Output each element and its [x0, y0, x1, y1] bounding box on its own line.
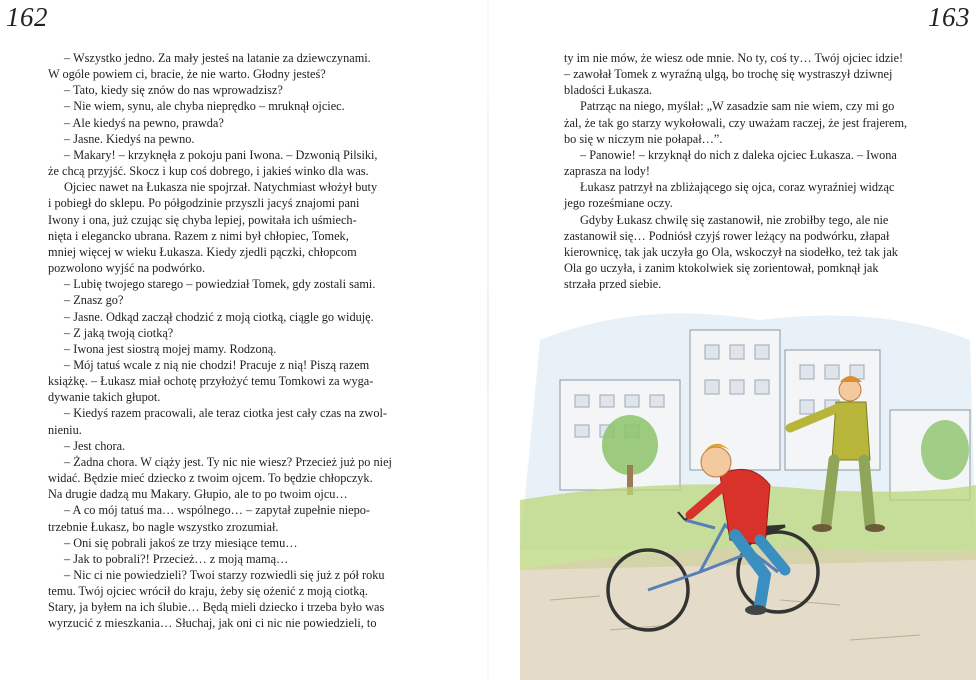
text-line: książkę. – Łukasz miał ochotę przyłożyć temu Tomkowi za wyga- — [48, 374, 374, 389]
text-line: temu. Twój ojciec wrócił do kraju, żeby się ożenić z moją ciotką. — [48, 584, 368, 599]
text-line: zaprasza na lody! — [564, 164, 651, 179]
text-line: Ojciec nawet na Łukasza nie spojrzał. Natychmiast włożył buty — [64, 180, 378, 195]
text-line: – Znasz go? — [64, 293, 124, 308]
text-line: – Jasne. Kiedyś na pewno. — [64, 131, 195, 146]
text-line: – Żadna chora. W ciąży jest. Ty nic nie wiesz? Przecież już po niej — [64, 454, 392, 469]
text-line: – Tato, kiedy się znów do nas wprowadzisz? — [64, 83, 283, 98]
text-line: – Ale kiedyś na pewno, prawda? — [64, 115, 224, 130]
text-line: widać. Będzie mieć dziecko z twoim ojcem. To będzie chłopczyk. — [48, 471, 373, 486]
text-line: – Iwona jest siostrą mojej mamy. Rodzoną. — [64, 341, 277, 356]
text-line: dywanie takich głupot. — [48, 390, 161, 405]
text-line: Łukasz patrzył na zbliżającego się ojca, coraz wyraźniej widząc — [580, 180, 895, 195]
text-line: – Nic ci nie powiedzieli? Twoi starzy rozwiedli się już z pół roku — [64, 568, 385, 582]
page-number-left: 162 — [6, 2, 48, 32]
text-line: W ogóle powiem ci, bracie, że nie warto. Głodny jesteś? — [48, 67, 326, 82]
text-line: strzała przed siebie. — [564, 277, 662, 292]
right-page-text — [564, 50, 936, 292]
text-line: – A co mój tatuś ma… wspólnego… – zapytał zupełnie niepo- — [64, 503, 370, 518]
text-line: – Oni się pobrali jakoś ze trzy miesiące temu… — [64, 535, 298, 550]
text-line: – Z jaką twoją ciotką? — [64, 325, 174, 340]
text-line: Na drugie dadzą mu Makary. Głupio, ale to po twoim ojcu… — [48, 487, 348, 502]
text-line: Iwony i ona, już czując się chyba lepiej, powitała ich uśmiech- — [48, 212, 357, 227]
text-line: – Nie wiem, synu, ale chyba nieprędko – mruknął ojciec. — [64, 99, 345, 114]
text-line: wyrzucić z mieszkania… Słuchaj, jak oni ci nic nie powiedzieli, to — [48, 616, 377, 631]
text-line: nięta i elegancko ubrana. Razem z nimi był chłopiec, Tomek, — [48, 228, 349, 243]
text-line: trzebnie Łukasz, bo nagle wszystko zrozumiał. — [48, 519, 279, 534]
text-line: Patrząc na niego, myślał: „W zasadzie sam nie wiem, czy mi go — [580, 99, 895, 114]
text-line: – Jest chora. — [64, 438, 126, 453]
text-line: że chcą przyjść. Skocz i kup coś dobrego, i jakieś winko dla was. — [48, 164, 369, 179]
text-line: Gdyby Łukasz chwilę się zastanowił, nie zrobiłby tego, ale nie — [580, 212, 889, 227]
text-line: ty im nie mów, że wiesz ode mnie. No ty, coś ty… Twój ojciec idzie! — [564, 51, 904, 65]
left-page-text — [48, 50, 420, 632]
text-line: nieniu. — [48, 422, 82, 437]
text-line: zastanowił się… Podniósł czyjś rower leżący na podwórku, złapał — [564, 228, 890, 243]
text-line: jego roześmiane oczy. — [564, 196, 673, 211]
text-line: – Mój tatuś wcale z nią nie chodzi! Pracuje z nią! Piszą razem — [64, 357, 370, 372]
text-line: – Kiedyś razem pracowali, ale teraz ciotka jest cały czas na zwol- — [64, 406, 387, 421]
text-line: Stary, ja byłem na ich ślubie… Będą mieli dziecko i trzeba było was — [48, 600, 385, 615]
text-line: – zawołał Tomek z wyraźną ulgą, bo trochę się wystraszył dziwnej — [564, 67, 893, 82]
text-line: pozwolono wyjść na podwórko. — [48, 261, 206, 276]
text-line: mniej więcej w wieku Łukasza. Kiedy zjedli pączki, chłopcom — [48, 244, 357, 259]
text-line: Ola go uczyła, i zanim ktokolwiek się zorientował, pomknął jak — [564, 261, 879, 276]
text-line: – Jasne. Odkąd zaczął chodzić z moją ciotką, ciągle go widuję. — [64, 309, 374, 324]
ground-path — [520, 548, 976, 680]
text-line: bo się w niczym nie połapał…”. — [564, 131, 723, 146]
text-line: i pobiegł do sklepu. Po półgodzinie przyszli jacyś znajomi pani — [48, 196, 360, 211]
page-number-right: 163 — [928, 2, 970, 32]
text-line: żal, że tak go starzy wykołowali, czy uważam raczej, że jest frajerem, — [564, 115, 908, 130]
text-line: – Lubię twojego starego – powiedział Tomek, gdy zostali sami. — [64, 277, 376, 292]
illustration-boy-on-bike — [520, 300, 976, 680]
text-line: – Wszystko jedno. Za mały jesteś na latanie za dziewczynami. — [64, 51, 371, 65]
text-line: – Makary! – krzyknęła z pokoju pani Iwona. – Dzwonią Pilsiki, — [64, 147, 378, 162]
text-line: – Panowie! – krzyknął do nich z daleka ojciec Łukasza. – Iwona — [580, 147, 897, 162]
text-line: bladości Łukasza. — [564, 83, 653, 98]
text-line: kierownicę, tak jak uczyła go Ola, wskoczył na siodełko, też tak jak — [564, 244, 898, 259]
text-line: – Jak to pobrali?! Przecież… z moją mamą… — [64, 551, 289, 566]
book-gutter — [487, 0, 489, 680]
